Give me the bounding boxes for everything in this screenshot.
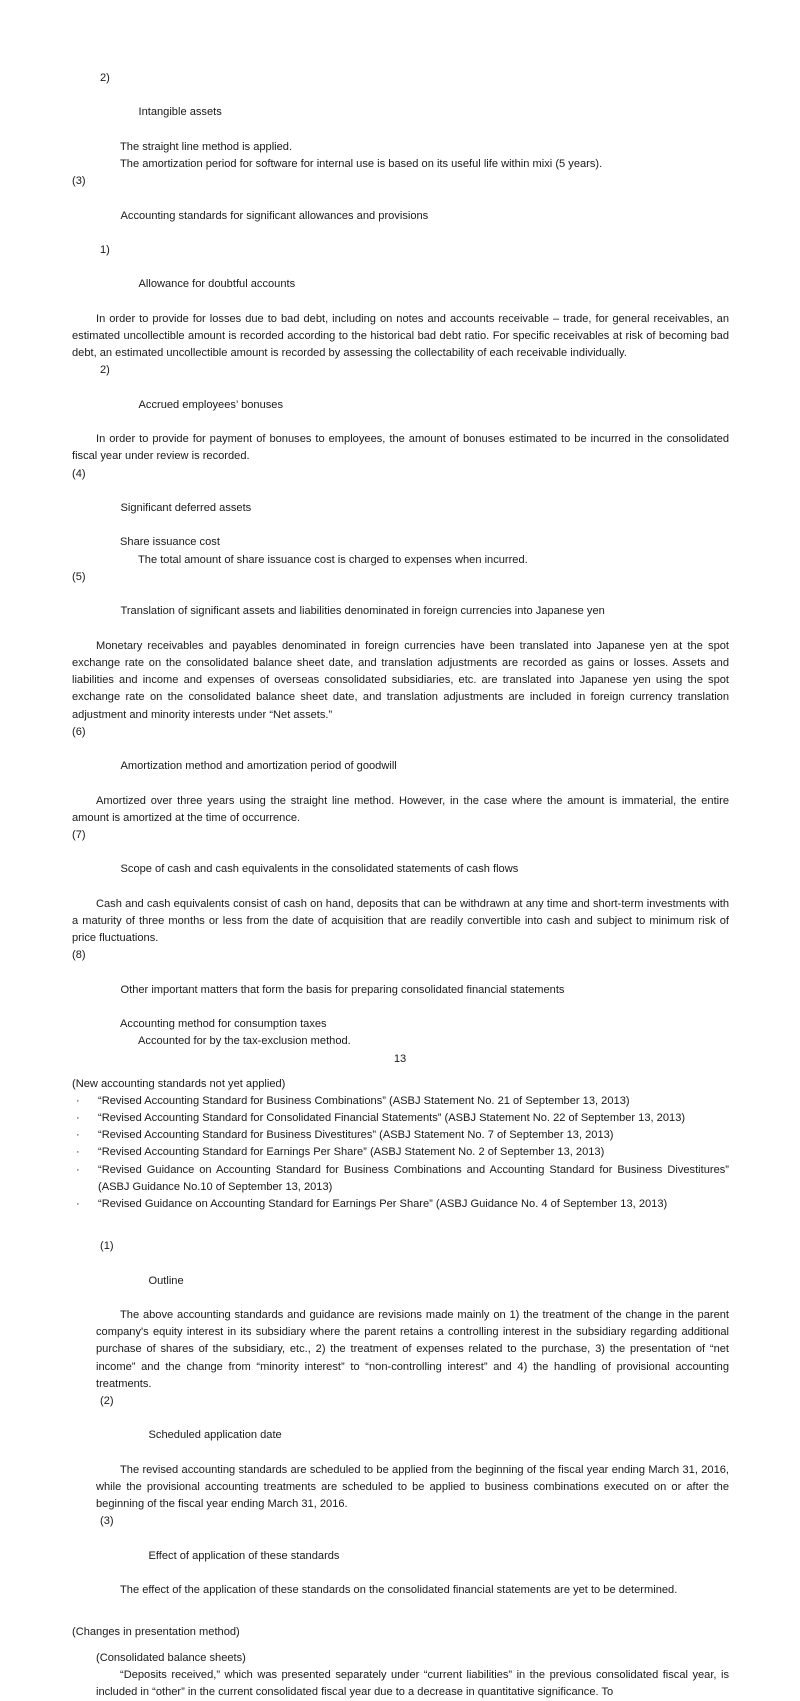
- list-item: [72, 1127, 729, 1144]
- list-marker: (4): [72, 467, 86, 480]
- list-marker: (3): [72, 175, 86, 188]
- page-content: [72, 70, 729, 1701]
- heading-item-3: [72, 173, 729, 242]
- heading-item-5: [72, 569, 729, 638]
- list-marker: (5): [72, 570, 86, 583]
- heading-text: Intangible assets: [138, 106, 222, 119]
- paragraph-share-issuance-cost: The total amount of share issuance cost is charged to expenses when incurred.: [138, 553, 528, 566]
- paragraph-item-7: Cash and cash equivalents consist of cash on hand, deposits that can be withdrawn at any time and short-term investments with a maturity of three months or less from the date of acquisition that are readily convertible into cash and subject to minimum risk of price fluctuations.: [72, 897, 729, 945]
- heading-allowance-doubtful-accounts: [72, 242, 729, 311]
- list-marker: (6): [72, 725, 86, 738]
- heading-intangible-assets: [72, 70, 729, 139]
- list-item: [72, 1144, 729, 1161]
- list-item: [72, 1110, 729, 1127]
- list-item-label: “Revised Accounting Standard for Earnings Per Share” (ASBJ Statement No. 2 of September 13, 2013): [98, 1146, 605, 1159]
- paragraph-scheduled-application-date: The revised accounting standards are scheduled to be applied from the beginning of the fiscal year ending March 31, 2016, while the provisional accounting treatments are scheduled to be applied to business combinations executed on or after the beginning of the fiscal year ending March 31, 2016.: [96, 1463, 729, 1511]
- bullet-icon: ·: [76, 1146, 80, 1159]
- list-item-label: “Revised Guidance on Accounting Standard for Business Combinations and Accounting Standard for Business Divestitures” (ASBJ Guidance No.10 of September 13, 2013): [98, 1163, 729, 1193]
- heading-text: Accrued employees’ bonuses: [138, 398, 284, 411]
- list-item-label: “Revised Guidance on Accounting Standard for Earnings Per Share” (ASBJ Guidance No. 4 of September 13, 2013): [98, 1198, 668, 1210]
- list-marker: 1): [100, 244, 110, 257]
- heading-text: Outline: [148, 1274, 184, 1287]
- minor-spacer: [72, 1642, 729, 1650]
- heading-text: Scheduled application date: [148, 1429, 282, 1442]
- paragraph-accrued-bonuses: In order to provide for payment of bonuses to employees, the amount of bonuses estimated to be incurred in the consolidated fiscal year under review is recorded.: [72, 433, 729, 463]
- list-marker: (7): [72, 828, 86, 841]
- paragraph-outline: The above accounting standards and guidance are revisions made mainly on 1) the treatment of the change in the parent company's equity interest in its subsidiary where the parent retains a controlling interest in the subsidiary regarding additional purchase of shares of the subsidiary, etc., 2) the treatment of expenses related to the purchase, 3) the presentation of “net income” and the change from “minority interest” to “non-controlling interest” and 4) the handling of provisional accounting treatments.: [96, 1309, 729, 1390]
- heading-accrued-bonuses: [72, 362, 729, 431]
- paragraph-effect-of-application: The effect of the application of these standards on the consolidated financial statements are yet to be determined.: [120, 1584, 678, 1597]
- list-item-label: “Revised Accounting Standard for Business Divestitures” (ASBJ Statement No. 7 of September 13, 2013): [98, 1129, 614, 1142]
- intangible-assets-line-2: The amortization period for software for internal use is based on its useful life within mixi (5 years).: [120, 158, 603, 171]
- heading-scheduled-application-date: [72, 1393, 729, 1462]
- heading-outline: [72, 1238, 729, 1307]
- list-item: [72, 1093, 729, 1110]
- heading-text: Accounting standards for significant allowances and provisions: [120, 209, 429, 222]
- heading-new-accounting-standards: (New accounting standards not yet applied): [72, 1077, 286, 1090]
- list-item-label: “Revised Accounting Standard for Consolidated Financial Statements” (ASBJ Statement No. 22 of September 13, 2013): [98, 1111, 686, 1124]
- bullet-icon: ·: [76, 1129, 80, 1142]
- heading-text: Allowance for doubtful accounts: [138, 278, 296, 291]
- heading-item-6: [72, 724, 729, 793]
- new-standards-list: [72, 1093, 729, 1213]
- heading-item-7: [72, 827, 729, 896]
- heading-text: Effect of application of these standards: [148, 1549, 340, 1562]
- section-spacer: [72, 1599, 729, 1624]
- bullet-icon: ·: [76, 1094, 80, 1107]
- list-marker: 2): [100, 72, 110, 84]
- heading-text: Significant deferred assets: [120, 502, 252, 515]
- list-marker: (1): [100, 1240, 114, 1253]
- bullet-icon: ·: [76, 1111, 80, 1124]
- list-item: [72, 1162, 729, 1196]
- heading-item-4: [72, 466, 729, 535]
- heading-text: Other important matters that form the basis for preparing consolidated financial statements: [120, 983, 565, 996]
- intangible-assets-line-1: The straight line method is applied.: [120, 140, 293, 153]
- section-spacer: [72, 1213, 729, 1238]
- paragraph-item-6: Amortized over three years using the straight line method. However, in the case where the amount is immaterial, the entire amount is amortized at the time of occurrence.: [72, 794, 729, 824]
- list-item-label: “Revised Accounting Standard for Business Combinations” (ASBJ Statement No. 21 of September 13, 2013): [98, 1094, 630, 1107]
- list-marker: (2): [100, 1395, 114, 1408]
- heading-text: Amortization method and amortization period of goodwill: [120, 760, 397, 773]
- paragraph-consumption-taxes: Accounted for by the tax-exclusion method.: [138, 1035, 351, 1048]
- list-marker: 2): [100, 364, 110, 377]
- paragraph-allowance-doubtful-accounts: In order to provide for losses due to bad debt, including on notes and accounts receivable – trade, for general receivables, an estimated uncollectible amount is recorded according to the historical bad debt ratio. For specific receivables at risk of becoming bad debt, an estimated uncollectible amount is recorded by assessing the collectability of each receivable individually.: [72, 312, 729, 360]
- subheading-consumption-taxes: Accounting method for consumption taxes: [120, 1018, 327, 1031]
- bullet-icon: ·: [76, 1198, 80, 1210]
- heading-text: Translation of significant assets and liabilities denominated in foreign currencies into Japanese yen: [120, 605, 605, 618]
- heading-effect-of-application: [72, 1513, 729, 1582]
- heading-text: Scope of cash and cash equivalents in the consolidated statements of cash flows: [120, 863, 519, 876]
- paragraph-deposits-received: “Deposits received,” which was presented separately under “current liabilities” in the previous consolidated fiscal year, is included in “other” in the current consolidated fiscal year due to a decrease in quantitative significance. To: [96, 1668, 729, 1699]
- subheading-consolidated-balance-sheets: (Consolidated balance sheets): [96, 1651, 246, 1664]
- heading-changes-in-presentation-method: (Changes in presentation method): [72, 1626, 240, 1639]
- heading-item-8: [72, 947, 729, 1016]
- list-item: [72, 1196, 729, 1213]
- list-marker: (8): [72, 949, 86, 962]
- bullet-icon: ·: [76, 1163, 80, 1176]
- paragraph-item-5: Monetary receivables and payables denominated in foreign currencies have been translated into Japanese yen at the spot exchange rate on the consolidated balance sheet date, and translation adjustments are recorded as gains or losses. Assets and liabilities and income and expenses of overseas consolidated subsidiaries, etc. are translated into Japanese yen using the spot exchange rate on the consolidated balance sheet date, and translation adjustments are included in foreign currency translation adjustment and minority interests under “Net assets.”: [72, 639, 729, 721]
- page-number: 13: [393, 1053, 407, 1065]
- subheading-share-issuance-cost: Share issuance cost: [120, 536, 220, 549]
- list-marker: (3): [100, 1515, 114, 1528]
